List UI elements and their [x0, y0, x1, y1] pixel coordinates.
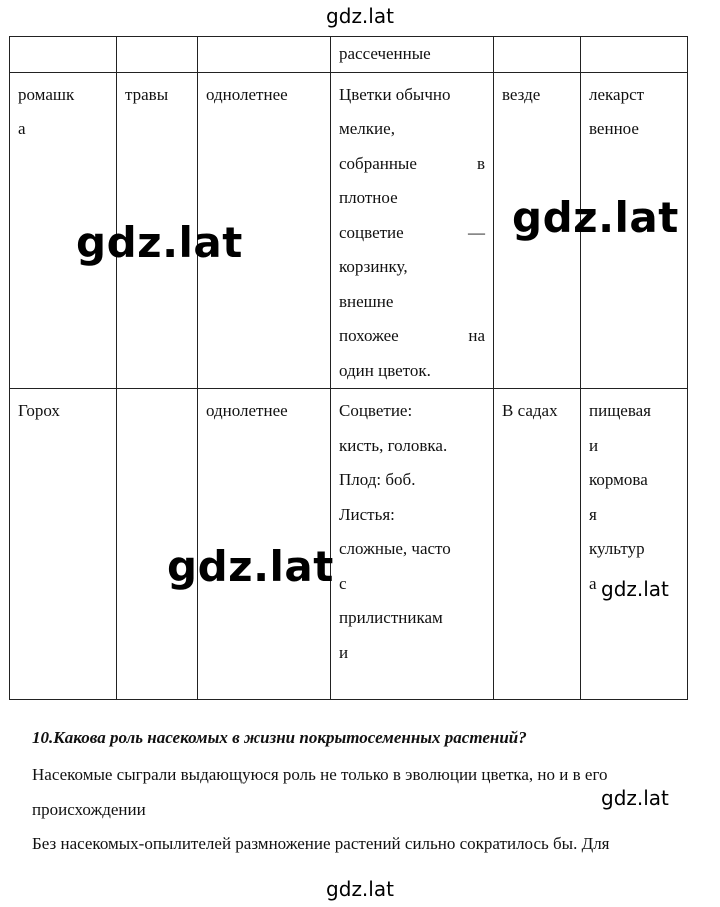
cell-line: пищевая [589, 401, 651, 420]
cell-line: я [589, 504, 597, 524]
cell-line: кисть, головка. [339, 435, 448, 455]
cell-line: Листья: [339, 504, 395, 524]
cell-line: один цветок. [339, 360, 431, 380]
cell-line: сложные, часто [339, 539, 451, 558]
watermark-overlay: gdz.lat [601, 786, 669, 810]
watermark-overlay: gdz.lat [167, 542, 334, 591]
cell-line: Плод: боб. [339, 470, 416, 489]
paragraph-line: происхождении [32, 800, 146, 819]
table-cell: везде [494, 72, 581, 389]
table-cell [331, 389, 494, 700]
table-cell: рассеченные [331, 37, 494, 73]
table-row [10, 37, 688, 73]
watermark-overlay: gdz.lat [512, 193, 679, 242]
table-cell [581, 37, 688, 73]
cell-line: венное [589, 119, 639, 138]
table-cell: Горох [10, 389, 117, 700]
cell-line: прилистникам [339, 608, 443, 627]
cell-line: мелкие, [339, 119, 395, 138]
question-heading: 10.Какова роль насекомых в жизни покрытосеменных растений? [32, 728, 527, 747]
cell-line: а [18, 119, 26, 138]
cell-line: кормова [589, 470, 648, 489]
table-cell [331, 72, 494, 389]
cell-line: плотное [339, 188, 398, 207]
table-row [10, 389, 688, 700]
table-cell [494, 37, 581, 73]
cell-line: похожее на [339, 326, 485, 345]
cell-line: Цветки обычно [339, 84, 451, 104]
table-cell: В садах [494, 389, 581, 700]
table-cell: однолетнее [198, 389, 331, 700]
table-cell [117, 37, 198, 73]
cell-line: и [589, 435, 599, 455]
table-cell [581, 389, 688, 700]
watermark-top: gdz.lat [326, 4, 394, 28]
cell-line: корзинку, [339, 257, 408, 276]
cell-line: культур [589, 539, 645, 558]
plants-table [9, 36, 688, 700]
table-cell: однолетнее [198, 72, 331, 389]
watermark-overlay: gdz.lat [76, 218, 243, 267]
paragraph-line: Насекомые сыграли выдающуюся роль не только в эволюции цветка, но и в его [32, 765, 608, 784]
cell-line: с [339, 573, 347, 593]
cell-line: внешне [339, 291, 394, 311]
cell-line: и [339, 642, 349, 662]
cell-line: лекарст [589, 84, 645, 104]
watermark-overlay: gdz.lat [601, 577, 669, 601]
cell-line: а [589, 573, 597, 593]
paragraph-line: Без насекомых-опылителей размножение растений сильно сократилось бы. Для [32, 834, 610, 853]
table-cell: травы [117, 72, 198, 389]
cell-line: собранные в [339, 153, 485, 173]
cell-line: Соцветие: [339, 401, 413, 420]
cell-line: соцветие — [339, 222, 485, 242]
table-cell [10, 37, 117, 73]
watermark-bottom: gdz.lat [326, 877, 394, 901]
cell-line: ромашк [18, 84, 75, 104]
table-cell [198, 37, 331, 73]
